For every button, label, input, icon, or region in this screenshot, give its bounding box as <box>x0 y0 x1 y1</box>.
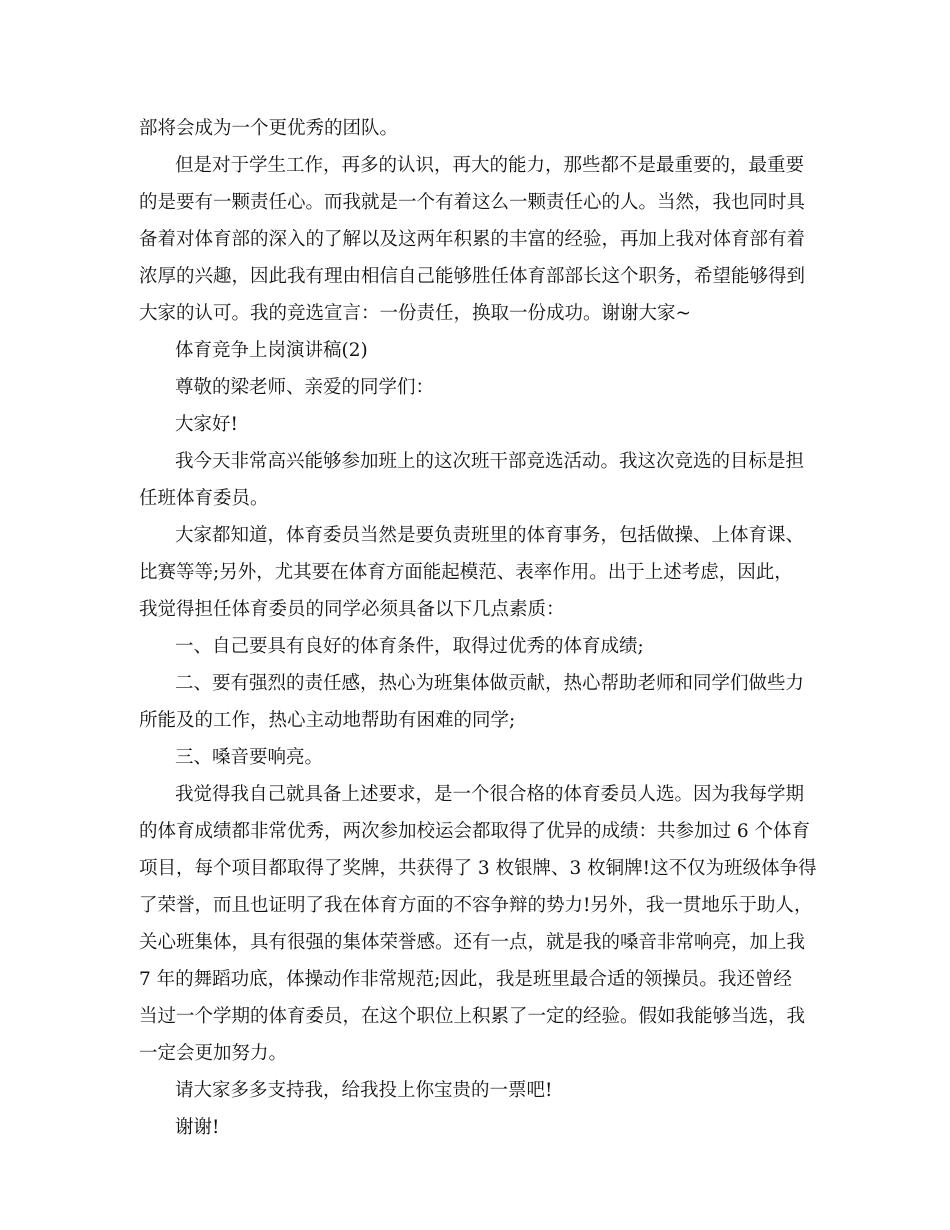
text-line: 项目，每个项目都取得了奖牌，共获得了 3 枚银牌、3 枚铜牌!这不仅为班级体争得 <box>139 858 817 879</box>
text-line: 但是对于学生工作，再多的认识，再大的能力，那些都不是最重要的，最重要 <box>175 155 805 176</box>
text-line: 浓厚的兴趣，因此我有理由相信自己能够胜任体育部部长这个职务，希望能够得到 <box>139 266 806 287</box>
text-line: 尊敬的梁老师、亲爱的同学们： <box>175 377 435 398</box>
text-line: 大家好! <box>175 414 238 435</box>
text-line: 当过一个学期的体育委员，在这个职位上积累了一定的经验。假如我能够当选，我 <box>139 1006 806 1027</box>
text-line: 请大家多多支持我，给我投上你宝贵的一票吧! <box>175 1080 553 1101</box>
text-line: 三、嗓音要响亮。 <box>175 747 324 768</box>
text-line: 所能及的工作，热心主动地帮助有困难的同学; <box>139 710 516 731</box>
text-line: 大家都知道，体育委员当然是要负责班里的体育事务，包括做操、上体育课、 <box>175 525 805 546</box>
text-line: 一定会更加努力。 <box>139 1043 288 1064</box>
text-line: 任班体育委员。 <box>139 488 269 509</box>
text-line: 一、自己要具有良好的体育条件，取得过优秀的体育成绩; <box>175 636 644 657</box>
text-line: 我觉得担任体育委员的同学必须具备以下几点素质： <box>139 599 565 620</box>
text-line: 7 年的舞蹈功底，体操动作非常规范;因此，我是班里最合适的领操员。我还曾经 <box>139 969 792 990</box>
text-line: 比赛等等;另外，尤其要在体育方面能起模范、表率作用。出于上述考虑，因此， <box>139 562 793 583</box>
text-line: 部将会成为一个更优秀的团队。 <box>139 118 399 139</box>
text-line: 二、要有强烈的责任感，热心为班集体做贡献，热心帮助老师和同学们做些力 <box>175 673 805 694</box>
text-line: 备着对体育部的深入的了解以及这两年积累的丰富的经验，再加上我对体育部有着 <box>139 229 806 250</box>
text-line: 了荣誉，而且也证明了我在体育方面的不容争辩的势力!另外，我一贯地乐于助人， <box>139 895 813 916</box>
text-line: 我觉得我自己就具备上述要求，是一个很合格的体育委员人选。因为我每学期 <box>175 784 805 805</box>
text-line: 的体育成绩都非常优秀，两次参加校运会都取得了优异的成绩：共参加过 6 个体育 <box>139 821 811 842</box>
text-line: 关心班集体，具有很强的集体荣誉感。还有一点，就是我的嗓音非常响亮，加上我 <box>139 932 806 953</box>
text-line: 体育竞争上岗演讲稿(2) <box>175 340 368 361</box>
document-body <box>139 110 819 1146</box>
text-line: 谢谢! <box>175 1117 220 1138</box>
text-line: 我今天非常高兴能够参加班上的这次班干部竞选活动。我这次竞选的目标是担 <box>175 451 805 472</box>
text-line: 大家的认可。我的竞选宣言：一份责任，换取一份成功。谢谢大家~ <box>139 303 692 324</box>
text-line: 的是要有一颗责任心。而我就是一个有着这么一颗责任心的人。当然，我也同时具 <box>139 192 806 213</box>
